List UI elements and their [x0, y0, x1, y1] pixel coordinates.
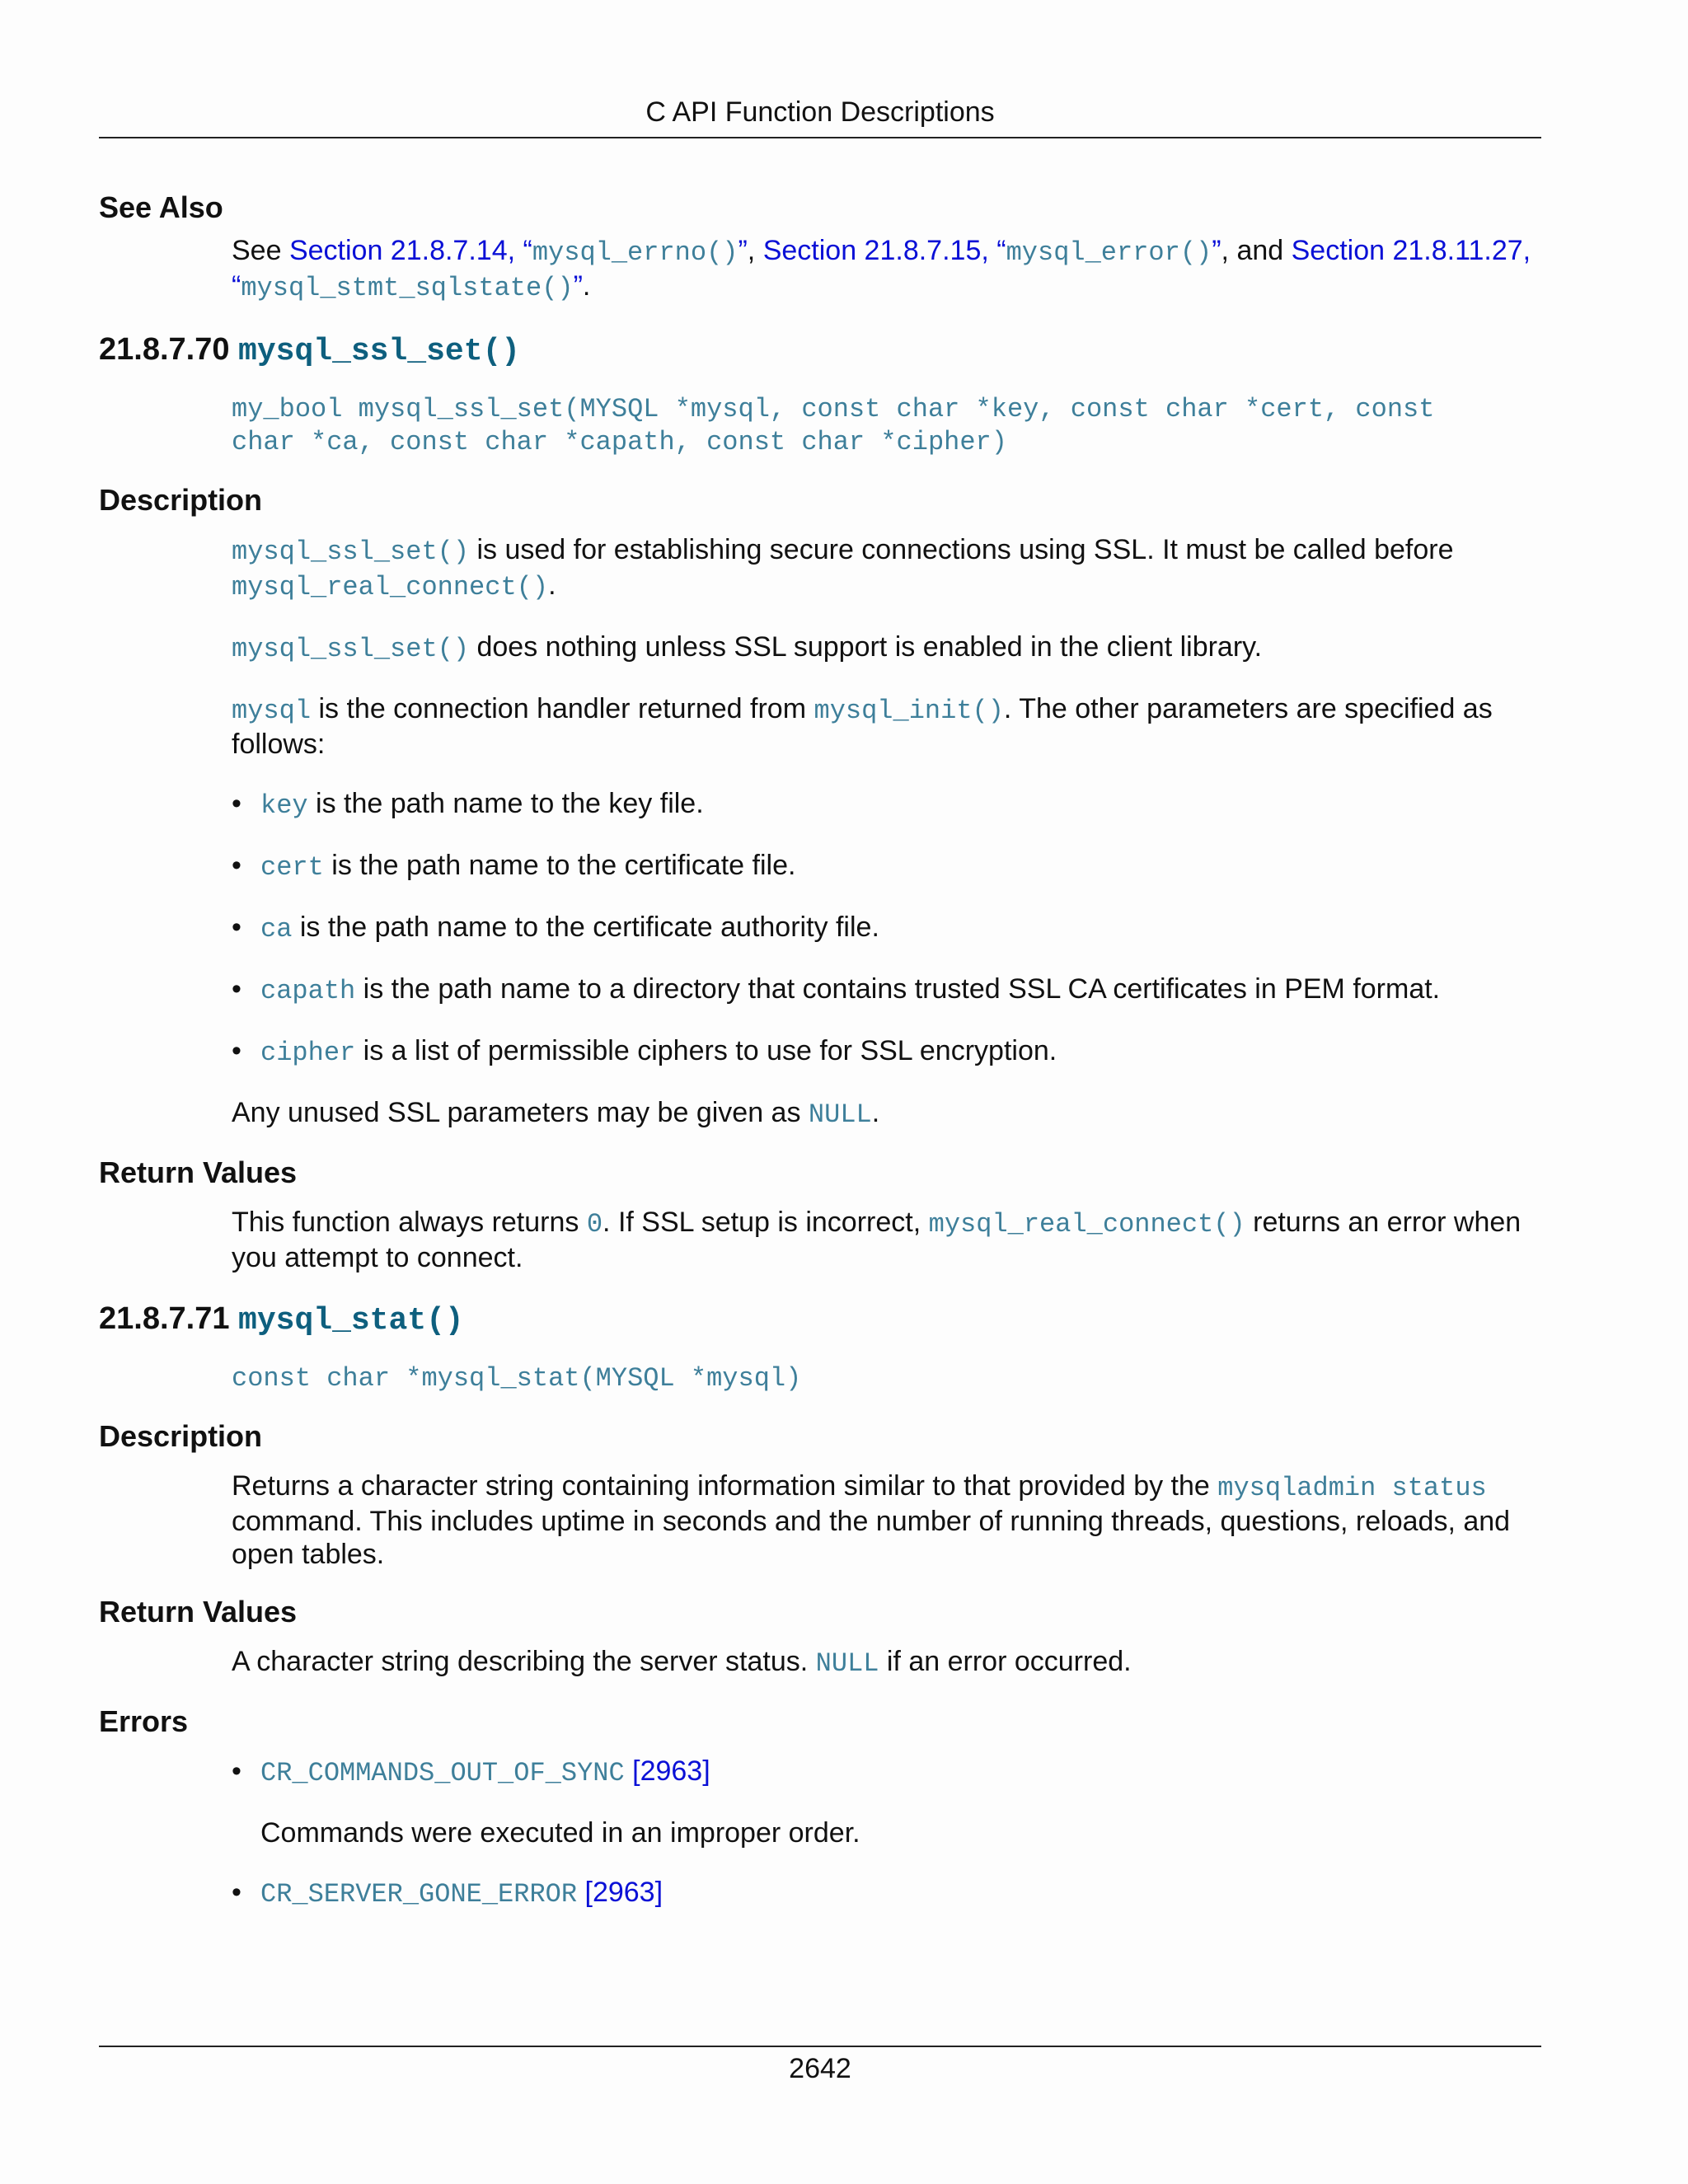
see-also-paragraph: See Section 21.8.7.14, “mysql_errno()”, Section 21.8.7.15, “mysql_error()”, and Section 21.8.11.27, “mysql_stmt_sqlstate()”. [232, 235, 1531, 303]
return-values-heading: Return Values [99, 1595, 298, 1629]
function-name: mysql_ssl_set() [238, 334, 521, 369]
errors-list [232, 1755, 1541, 1911]
list-item: • CR_SERVER_GONE_ERROR [2963] [232, 1877, 663, 1910]
function-name: mysql_stat() [238, 1303, 464, 1338]
description-paragraph: mysql_ssl_set() does nothing unless SSL support is enabled in the client library. [232, 631, 1263, 664]
list-item: • cert is the path name to the certificate file. [232, 850, 796, 883]
link-mysql-errno[interactable]: Section 21.8.7.14, “mysql_errno()” [288, 235, 748, 268]
error-code: CR_SERVER_GONE_ERROR [260, 1879, 578, 1910]
error-code: CR_COMMANDS_OUT_OF_SYNC [260, 1758, 625, 1788]
list-item: • capath is the path name to a directory that contains trusted SSL CA certificates in PEM format. [232, 973, 1441, 1006]
error-ref-link[interactable]: [2963] [577, 1877, 663, 1908]
page-content [99, 190, 1541, 1911]
return-values-paragraph: This function always returns 0. If SSL setup is incorrect, mysql_real_connect() returns an error when you attempt to connect. [232, 1207, 1522, 1273]
running-header: C API Function Descriptions [645, 96, 995, 128]
link-mysql-stmt-sqlstate[interactable]: Section 21.8.11.27, “mysql_stmt_sqlstate()” [232, 235, 1531, 303]
return-values-paragraph: A character string describing the server status. NULL if an error occurred. [232, 1646, 1132, 1679]
section-heading-mysql-stat: 21.8.7.71 mysql_stat() [99, 1301, 464, 1338]
errors-heading: Errors [99, 1704, 189, 1738]
parameter-list [232, 787, 1541, 1070]
list-item: • cipher is a list of permissible ciphers to use for SSL encryption. [232, 1035, 1057, 1068]
list-item: • ca is the path name to the certificate authority file. [232, 912, 879, 944]
list-item: • CR_COMMANDS_OUT_OF_SYNC [2963] Commands were executed in an improper order. [232, 1755, 1541, 1849]
see-text: See [232, 235, 289, 266]
return-values-heading: Return Values [99, 1155, 298, 1189]
description-heading: Description [99, 1419, 263, 1453]
section-heading-mysql-ssl-set: 21.8.7.70 mysql_ssl_set() [99, 332, 521, 369]
description-heading: Description [99, 483, 263, 517]
description-paragraph: mysql is the connection handler returned from mysql_init(). The other parameters are specified as follows: [232, 693, 1493, 760]
header-rule [99, 137, 1541, 138]
footer-rule [99, 2046, 1541, 2047]
list-item: • key is the path name to the key file. [232, 788, 704, 821]
page-number: 2642 [789, 2053, 851, 2084]
description-paragraph: mysql_ssl_set() is used for establishing secure connections using SSL. It must be called before mysql_real_connect(). [232, 534, 1454, 602]
description-paragraph: Any unused SSL parameters may be given as NULL. [232, 1097, 880, 1130]
function-prototype: const char *mysql_stat(MYSQL *mysql) [232, 1363, 802, 1394]
error-ref-link[interactable]: [2963] [624, 1755, 710, 1787]
description-paragraph: Returns a character string containing information similar to that provided by the mysqladmin status command. This includes uptime in seconds and the number of running threads, questions, reloads, and open tables. [232, 1470, 1511, 1570]
see-also-heading: See Also [99, 190, 223, 224]
function-prototype: my_bool mysql_ssl_set(MYSQL *mysql, const char *key, const char *cert, const char *ca, const char *capath, const char *cipher) [232, 394, 1435, 457]
link-mysql-error[interactable]: Section 21.8.7.15, “mysql_error()” [762, 235, 1221, 268]
error-description: Commands were executed in an improper order. [260, 1817, 860, 1849]
